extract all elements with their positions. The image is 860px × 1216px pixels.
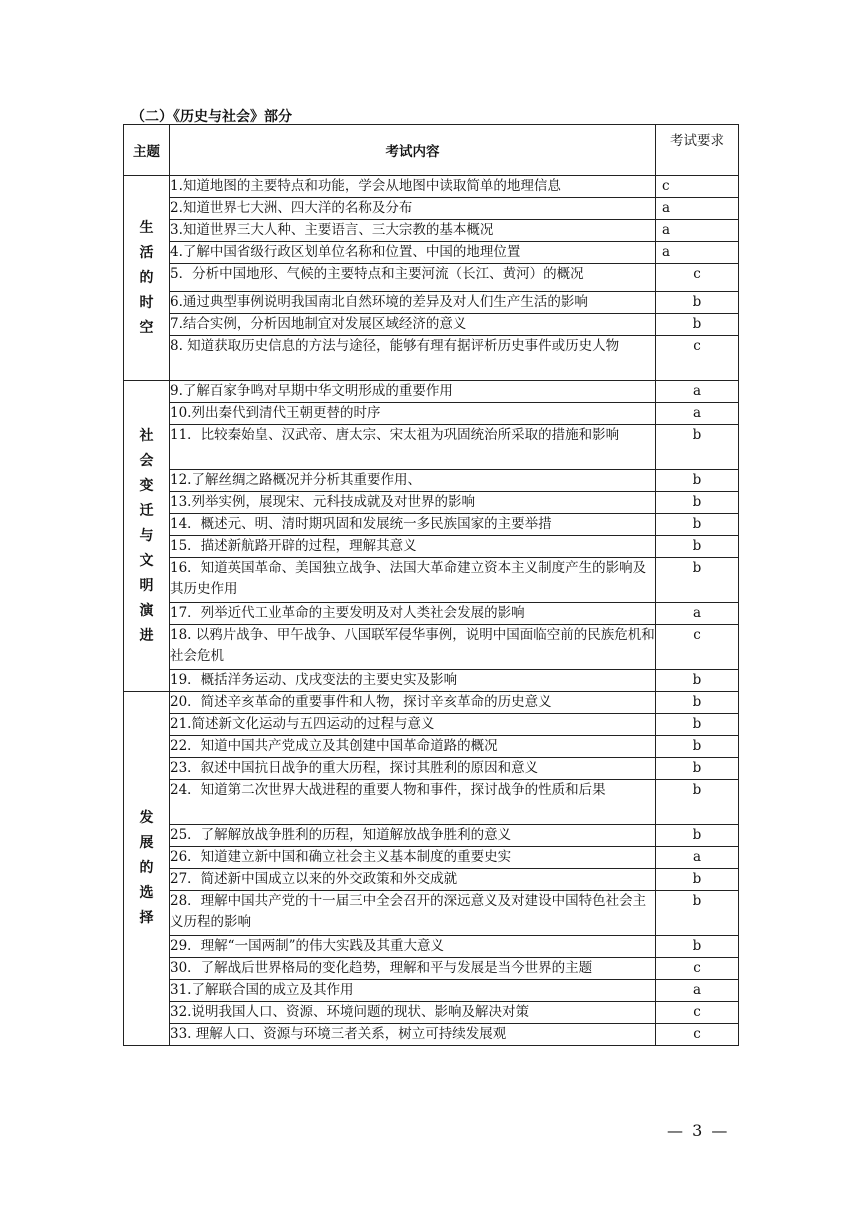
content-cell: 29．理解“一国两制”的伟大实践及其重大意义 [170,936,656,958]
content-cell: 6.通过典型事例说明我国南北自然环境的差异及对人们生产生活的影响 [170,292,656,314]
content-cell: 33. 理解人口、资源与环境三者关系，树立可持续发展观 [170,1024,656,1046]
theme-char: 文 [139,552,154,569]
table-row [124,425,739,470]
content-cell: 26．知道建立新中国和确立社会主义基本制度的重要史实 [170,847,656,869]
content-cell: 22．知道中国共产党成立及其创建中国革命道路的概况 [170,736,656,758]
table-row [124,470,739,492]
theme-char: 展 [139,835,154,851]
header-theme: 主题 [124,125,170,176]
table-row [124,492,739,514]
theme-char: 与 [139,527,154,544]
theme-char: 时 [139,294,154,311]
table-row [124,381,739,403]
content-cell: 10.列出秦代到清代王朝更替的时序 [170,403,656,425]
requirement-cell: a [656,603,739,625]
exam-content-table [123,124,739,1046]
theme-cell [124,381,170,692]
table-row [124,536,739,558]
content-cell: 32.说明我国人口、资源、环境问题的现状、影响及解决对策 [170,1002,656,1024]
content-cell: 5．分析中国地形、气候的主要特点和主要河流（长江、黄河）的概况 [170,264,656,292]
theme-char: 会 [139,452,154,469]
content-cell: 3.知道世界三大人种、主要语言、三大宗教的基本概况 [170,220,656,242]
table-row [124,980,739,1002]
content-cell: 28．理解中国共产党的十一届三中全会召开的深远意义及对建设中国特色社会主义历程的影响 [170,891,656,936]
content-cell: 13.列举实例，展现宋、元科技成就及对世界的影响 [170,492,656,514]
content-cell: 19．概括洋务运动、戊戌变法的主要史实及影响 [170,670,656,692]
theme-char: 选 [139,885,154,901]
requirement-cell: b [656,314,739,336]
theme-char: 的 [139,269,154,286]
theme-char: 生 [139,219,154,236]
content-cell: 23．叙述中国抗日战争的重大历程，探讨其胜利的原因和意义 [170,758,656,780]
requirement-cell: b [656,514,739,536]
content-cell: 25．了解解放战争胜利的历程，知道解放战争胜利的意义 [170,825,656,847]
requirement-cell: a [656,847,739,869]
table-row [124,603,739,625]
header-requirement: 考试要求 [656,125,739,176]
content-cell: 12.了解丝绸之路概况并分析其重要作用、 [170,470,656,492]
requirement-cell: b [656,536,739,558]
content-cell: 21.简述新文化运动与五四运动的过程与意义 [170,714,656,736]
table-row [124,264,739,292]
table-row [124,847,739,869]
requirement-cell: b [656,470,739,492]
content-cell: 15．描述新航路开辟的过程，理解其意义 [170,536,656,558]
requirement-cell: b [656,936,739,958]
requirement-cell: a [656,220,739,242]
content-cell: 16．知道英国革命、美国独立战争、法国大革命建立资本主义制度产生的影响及其历史作用 [170,558,656,603]
content-cell: 1.知道地图的主要特点和功能，学会从地图中读取简单的地理信息 [170,176,656,198]
table-row [124,692,739,714]
theme-char: 明 [139,577,154,594]
content-cell: 2.知道世界七大洲、四大洋的名称及分布 [170,198,656,220]
requirement-cell: c [656,1002,739,1024]
content-cell: 31.了解联合国的成立及其作用 [170,980,656,1002]
table-body [124,176,739,1046]
table-row [124,825,739,847]
content-cell: 27．简述新中国成立以来的外交政策和外交成就 [170,869,656,891]
table-row [124,403,739,425]
requirement-cell: b [656,891,739,936]
requirement-cell: b [656,869,739,891]
requirement-cell: a [656,980,739,1002]
content-cell: 30．了解战后世界格局的变化趋势，理解和平与发展是当今世界的主题 [170,958,656,980]
theme-char: 空 [139,319,154,336]
theme-char: 迁 [139,502,154,519]
requirement-cell: b [656,692,739,714]
table-row [124,714,739,736]
table-row [124,958,739,980]
table-row [124,780,739,825]
theme-char: 演 [139,602,154,619]
theme-char: 择 [139,910,154,926]
table-row [124,670,739,692]
content-cell: 24．知道第二次世界大战进程的重要人物和事件，探讨战争的性质和后果 [170,780,656,825]
requirement-cell: b [656,492,739,514]
requirement-cell: b [656,825,739,847]
theme-cell [124,692,170,1046]
table-row [124,736,739,758]
table-row [124,292,739,314]
content-cell: 9.了解百家争鸣对早期中华文明形成的重要作用 [170,381,656,403]
requirement-cell: b [656,780,739,825]
table-row [124,1024,739,1046]
content-cell: 20．简述辛亥革命的重要事件和人物，探讨辛亥革命的历史意义 [170,692,656,714]
content-cell: 11．比较秦始皇、汉武帝、唐太宗、宋太祖为巩固统治所采取的措施和影响 [170,425,656,470]
table-row [124,558,739,603]
header-content: 考试内容 [170,125,656,176]
content-cell: 18. 以鸦片战争、甲午战争、八国联军侵华事例，说明中国面临空前的民族危机和社会危机 [170,625,656,670]
table-row [124,891,739,936]
table-row [124,242,739,264]
content-cell: 17．列举近代工业革命的主要发明及对人类社会发展的影响 [170,603,656,625]
table-row [124,336,739,381]
table-row [124,758,739,780]
requirement-cell: b [656,714,739,736]
requirement-cell: c [656,958,739,980]
requirement-cell: c [656,264,739,292]
requirement-cell: b [656,670,739,692]
content-cell: 7.结合实例，分析因地制宜对发展区域经济的意义 [170,314,656,336]
requirement-cell: b [656,558,739,603]
requirement-cell: a [656,403,739,425]
table-row [124,314,739,336]
requirement-cell: c [656,336,739,381]
requirement-cell: c [656,625,739,670]
requirement-cell: b [656,736,739,758]
section-title: （二）《历史与社会》部分 [131,109,292,125]
table-row [124,869,739,891]
content-cell: 4.了解中国省级行政区划单位名称和位置、中国的地理位置 [170,242,656,264]
theme-char: 发 [139,810,154,826]
theme-char: 的 [139,860,154,876]
content-cell: 14．概述元、明、清时期巩固和发展统一多民族国家的主要举措 [170,514,656,536]
theme-char: 变 [139,477,154,494]
table-header-row [124,125,739,176]
theme-char: 进 [139,627,154,644]
theme-char: 社 [139,427,154,444]
content-cell: 8. 知道获取历史信息的方法与途径，能够有理有据评析历史事件或历史人物 [170,336,656,381]
table-row [124,514,739,536]
requirement-cell: b [656,425,739,470]
requirement-cell: a [656,242,739,264]
table-row [124,220,739,242]
theme-char: 活 [139,244,154,261]
table-row [124,936,739,958]
table-row [124,1002,739,1024]
page-number: — 3 — [667,1121,730,1140]
table-row [124,176,739,198]
requirement-cell: a [656,198,739,220]
requirement-cell: b [656,758,739,780]
table-row [124,198,739,220]
requirement-cell: b [656,292,739,314]
requirement-cell: c [656,1024,739,1046]
requirement-cell: a [656,381,739,403]
theme-cell [124,176,170,381]
requirement-cell: c [656,176,739,198]
table-row [124,625,739,670]
